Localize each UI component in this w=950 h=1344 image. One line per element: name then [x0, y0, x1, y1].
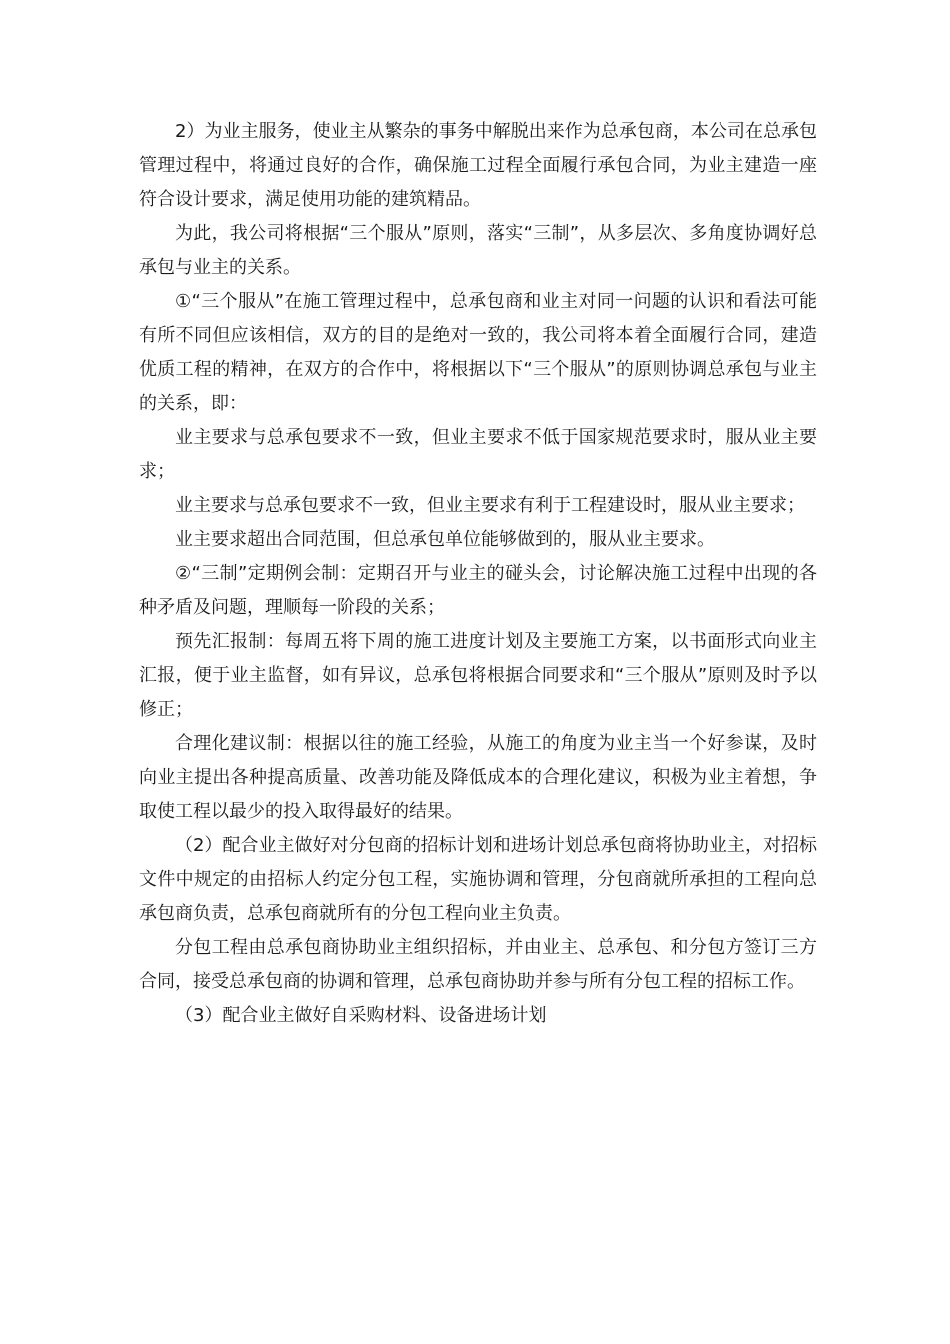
- paragraph-subcontract-contract: 分包工程由总承包商协助业主组织招标，并由业主、总承包、和分包方签订三方合同，接受总承包商的协调和管理，总承包商协助并参与所有分包工程的招标工作。: [139, 937, 817, 992]
- document-body: [139, 115, 817, 1033]
- paragraph-three-principles-intro: 为此，我公司将根据“三个服从”原则，落实“三制”，从多层次、多角度协调好总承包与业主的关系。: [139, 223, 817, 278]
- paragraph-obedience-2: 业主要求与总承包要求不一致，但业主要求有利于工程建设时，服从业主要求；: [175, 495, 805, 516]
- paragraph-obedience-1: 业主要求与总承包要求不一致，但业主要求不低于国家规范要求时，服从业主要求；: [139, 427, 817, 482]
- paragraph-subcontract-bidding: （2）配合业主做好对分包商的招标计划和进场计划总承包商将协助业主，对招标文件中规定的由招标人约定分包工程，实施协调和管理，分包商就所承担的工程向总承包商负责，总承包商就所有的分包工程向业主负责。: [139, 835, 817, 924]
- paragraph-regular-meeting: ②“三制”定期例会制：定期召开与业主的碰头会，讨论解决施工过程中出现的各种矛盾及问题，理顺每一阶段的关系；: [139, 563, 817, 618]
- paragraph-advance-report: 预先汇报制：每周五将下周的施工进度计划及主要施工方案，以书面形式向业主汇报，便于业主监督，如有异议，总承包将根据合同要求和“三个服从”原则及时予以修正；: [139, 631, 817, 720]
- paragraph-obedience-3: 业主要求超出合同范围，但总承包单位能够做到的，服从业主要求。: [175, 529, 715, 550]
- paragraph-service-owner: 2）为业主服务，使业主从繁杂的事务中解脱出来作为总承包商，本公司在总承包管理过程中，将通过良好的合作，确保施工过程全面履行承包合同，为业主建造一座符合设计要求，满足使用功能的建筑精品。: [139, 121, 817, 210]
- paragraph-rational-suggestion: 合理化建议制：根据以往的施工经验，从施工的角度为业主当一个好参谋，及时向业主提出各种提高质量、改善功能及降低成本的合理化建议，积极为业主着想，争取使工程以最少的投入取得最好的结果。: [139, 733, 817, 822]
- paragraph-material-plan: （3）配合业主做好自采购材料、设备进场计划: [175, 1005, 547, 1026]
- paragraph-three-obediences: ①“三个服从”在施工管理过程中，总承包商和业主对同一问题的认识和看法可能有所不同但应该相信，双方的目的是绝对一致的，我公司将本着全面履行合同，建造优质工程的精神，在双方的合作中，将根据以下“三个服从”的原则协调总承包与业主的关系，即：: [139, 291, 817, 414]
